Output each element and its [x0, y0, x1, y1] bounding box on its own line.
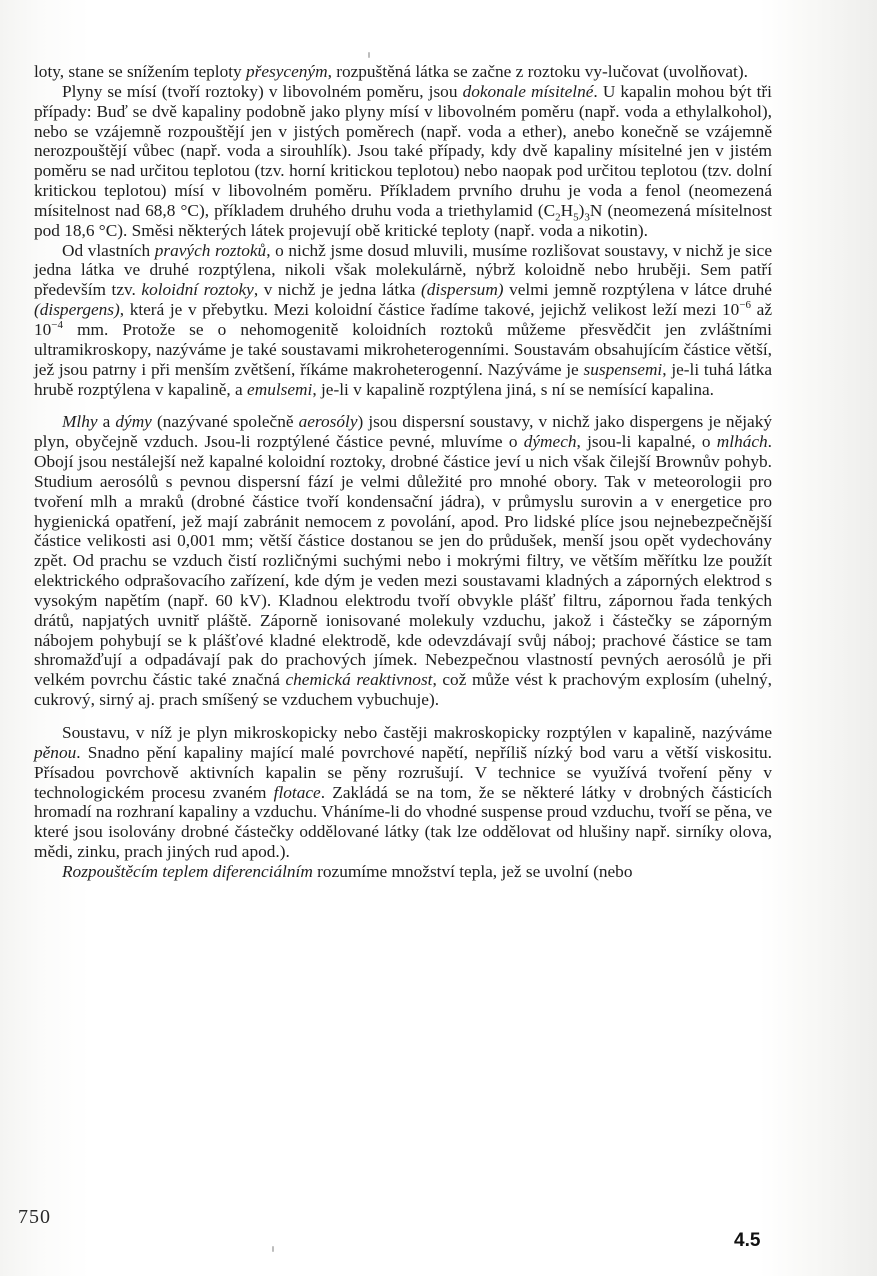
paragraph-foam: [34, 723, 772, 862]
text-run: Soustavu, v níž je plyn mikroskopicky nebo častěji makroskopicky rozptýlen v kapalině, nazýváme: [62, 723, 772, 742]
italic-term: dokonale mísitelné: [462, 81, 594, 101]
paragraph-continuation: [34, 62, 772, 82]
italic-term: přesyceným: [245, 62, 328, 81]
text-run: , což může vést k prachovým explosím (uhelný, cukrový, sirný aj. prach smíšený se vzduchem vybuchuje).: [34, 670, 772, 710]
body-text: [34, 62, 772, 882]
italic-term: koloidní roztoky: [141, 280, 254, 300]
superscript: −4: [51, 319, 63, 332]
italic-term: chemická reaktivnost: [285, 670, 433, 690]
paragraph-heat-of-solution: [34, 862, 772, 882]
text-run: (nazývané společně: [151, 412, 299, 432]
paragraph-colloids: [34, 241, 772, 400]
text-run: . U kapalin mohou být tři případy: Buď se dvě kapaliny podobně jako plyny mísí v libovolném poměru (např. voda a ethylalkohol), nebo se vzájemně rozpouštějí jen v jistých poměrech (např. voda a ether), anebo konečně se vzájemně nerozpouštějí vůbec (např. voda a sirouhlík). Jsou také případy, kdy dvě kapaliny mísitelné jen v jistém poměru se nad určitou teplotou (tzv. horní kritickou teplotou) nebo naopak pod určitou teplotou (tzv. dolní kritickou teplotou) mísí v libovolném poměru. Příkladem prvního druhu je voda a fenol (neomezená mísitelnost nad 68,8 °C), příkladem druhého druhu voda a triethylamid (C: [34, 81, 772, 220]
subscript: 5: [573, 211, 579, 224]
text-run: , v nichž je jedna látka: [253, 280, 421, 300]
text-run: , která je v přebytku. Mezi koloidní částice řadíme takové, jejichž velikost leží mezi 10: [119, 300, 740, 320]
italic-term: mlhách: [716, 432, 768, 452]
text-run: . Obojí jsou nestálejší než kapalné koloidní roztoky, drobné částice jeví u nich však čilejší Brownův pohyb. Studium aerosólů s pevnou dispersní fází je velmi důležité pro mnohé obory. Tak v meteorologii pro tvoření mlh a mraků (drobné částice tvoří kondensační jádra), v průmyslu surovin a v energetice pro hygienická opatření, jež mají zabránit nemocem z povolání, apod. Pro lidské plíce jsou nejnebezpečnější částice velikosti asi 0,001 mm; větší částice dostanou se jen do průdušek, menší jsou opět vydechovány zpět. Od prachu se vzduch čistí rozličnými suchými nebo i mokrými filtry, ve větším měřítku lze použít elektrického odprašovacího zařízení, kde dým je veden mezi soustavami kladných a záporných elektrod s vysokým napětím (např. 60 kV). Kladnou elektrodu tvoří obvykle plášť filtru, zápornou řada tenkých drátů, napjatých uvnitř pláště. Záporně ionisované molekuly vzduchu, jakož i částečky se záporným nábojem pohybují se k plášťové kladné elektrodě, kde odevzdávají svůj náboj; prachové částice se tam shromažďují a odpadávají pak do prachových jímek. Nebezpečnou vlastností pevných aerosólů je při velkém povrchu částic také značná: [34, 432, 772, 690]
text-run: Plyny se mísí (tvoří roztoky) v libovolném poměru, jsou: [62, 81, 463, 101]
text-run: Od vlastních: [62, 240, 155, 260]
text-run: a: [97, 412, 116, 432]
text-run: . Snadno pění kapaliny mající malé povrchové napětí, nepříliš nízký bod varu a větší viskositu. Přísadou povrchově aktivních kapalin se pěny rozrušují. V technice se využívá tvoření pěny v technologickém procesu zvaném: [34, 742, 772, 802]
italic-term: aerosóly: [298, 412, 358, 432]
italic-term: suspensemi: [583, 359, 663, 379]
italic-term: flotace: [273, 782, 321, 802]
subscript: 2: [555, 211, 561, 224]
text-run: až 10: [34, 300, 772, 339]
paragraph-aerosols: [34, 412, 772, 710]
text-run: N (neomezená mísitelnost pod 18,6 °C). Směsi některých látek projevují obě kritické teploty (např. voda a nikotin).: [34, 200, 772, 240]
italic-term: pravých roztoků: [154, 240, 267, 260]
text-run: . Zakládá se na tom, že se některé látky v drobných částicích hromadí na rozhraní kapaliny a vzduchu. Vháníme-li do vhodné suspense proud vzduchu, tvoří se pěna, ve které jsou isolovány drobné částečky oddělované látky (tak lze oddělovat od hlušiny např. sirníky olova, mědi, zinku, prach jiných rud apod.).: [34, 782, 772, 862]
italic-term: Mlhy: [62, 412, 98, 432]
paragraph-miscibility: [34, 82, 772, 241]
italic-term: dýmech: [523, 432, 577, 452]
print-speck-mark: [368, 52, 370, 58]
text-run: H: [560, 200, 574, 220]
text-run: , je-li tuhá látka hrubě rozptýlena v kapalině, a: [34, 359, 773, 399]
page-number: 750: [18, 1206, 51, 1228]
text-run: , o nichž jsme dosud mluvili, musíme rozlišovat soustavy, v nichž je sice jedna látka ve druhé rozptýlena, nikoli však molekulárně, nýbrž koloidně nebo hruběji. Sem patří především tzv.: [34, 240, 772, 300]
section-code: 4.5: [734, 1230, 761, 1251]
print-speck-mark: [272, 1246, 274, 1252]
text-run: , je-li v kapalině rozptýlena jiná, s ní se nemísící kapalina.: [312, 379, 714, 399]
italic-term: (dispergens): [34, 300, 120, 320]
text-run: ): [578, 200, 585, 220]
superscript: −6: [739, 299, 752, 312]
italic-term: emulsemi: [247, 379, 313, 399]
text-run: velmi jemně rozptýlena v látce druhé: [503, 280, 772, 300]
text-run: ) jsou dispersní soustavy, v nichž jako dispergens je nějaký plyn, obyčejně vzduch. Jsou-li rozptýlené částice pevné, mluvíme o: [34, 412, 772, 452]
text-run: , rozpuštěná látka se začne z roztoku vy-lučovat (uvolňovat).: [327, 62, 748, 81]
italic-term: pěnou: [34, 742, 77, 762]
italic-term: Rozpouštěcím teplem diferenciálním: [62, 861, 313, 881]
subscript: 3: [584, 211, 590, 224]
text-run: mm. Protože se o nehomogenitě koloidních roztoků můžeme přesvědčit jen zvláštními ultramikroskopy, nazýváme je také soustavami mikroheterogenními. Soustavám obsahujícím částice větší, jež jsou patrny i při menším zvětšení, říkáme makroheterogenní. Nazýváme je: [34, 319, 772, 379]
italic-term: dýmy: [115, 412, 152, 432]
italic-term: (dispersum): [421, 280, 504, 300]
text-run: loty, stane se snížením teploty: [34, 62, 246, 81]
text-run: rozumíme množství tepla, jež se uvolní (nebo: [312, 861, 633, 881]
text-run: , jsou-li kapalné, o: [576, 432, 717, 452]
